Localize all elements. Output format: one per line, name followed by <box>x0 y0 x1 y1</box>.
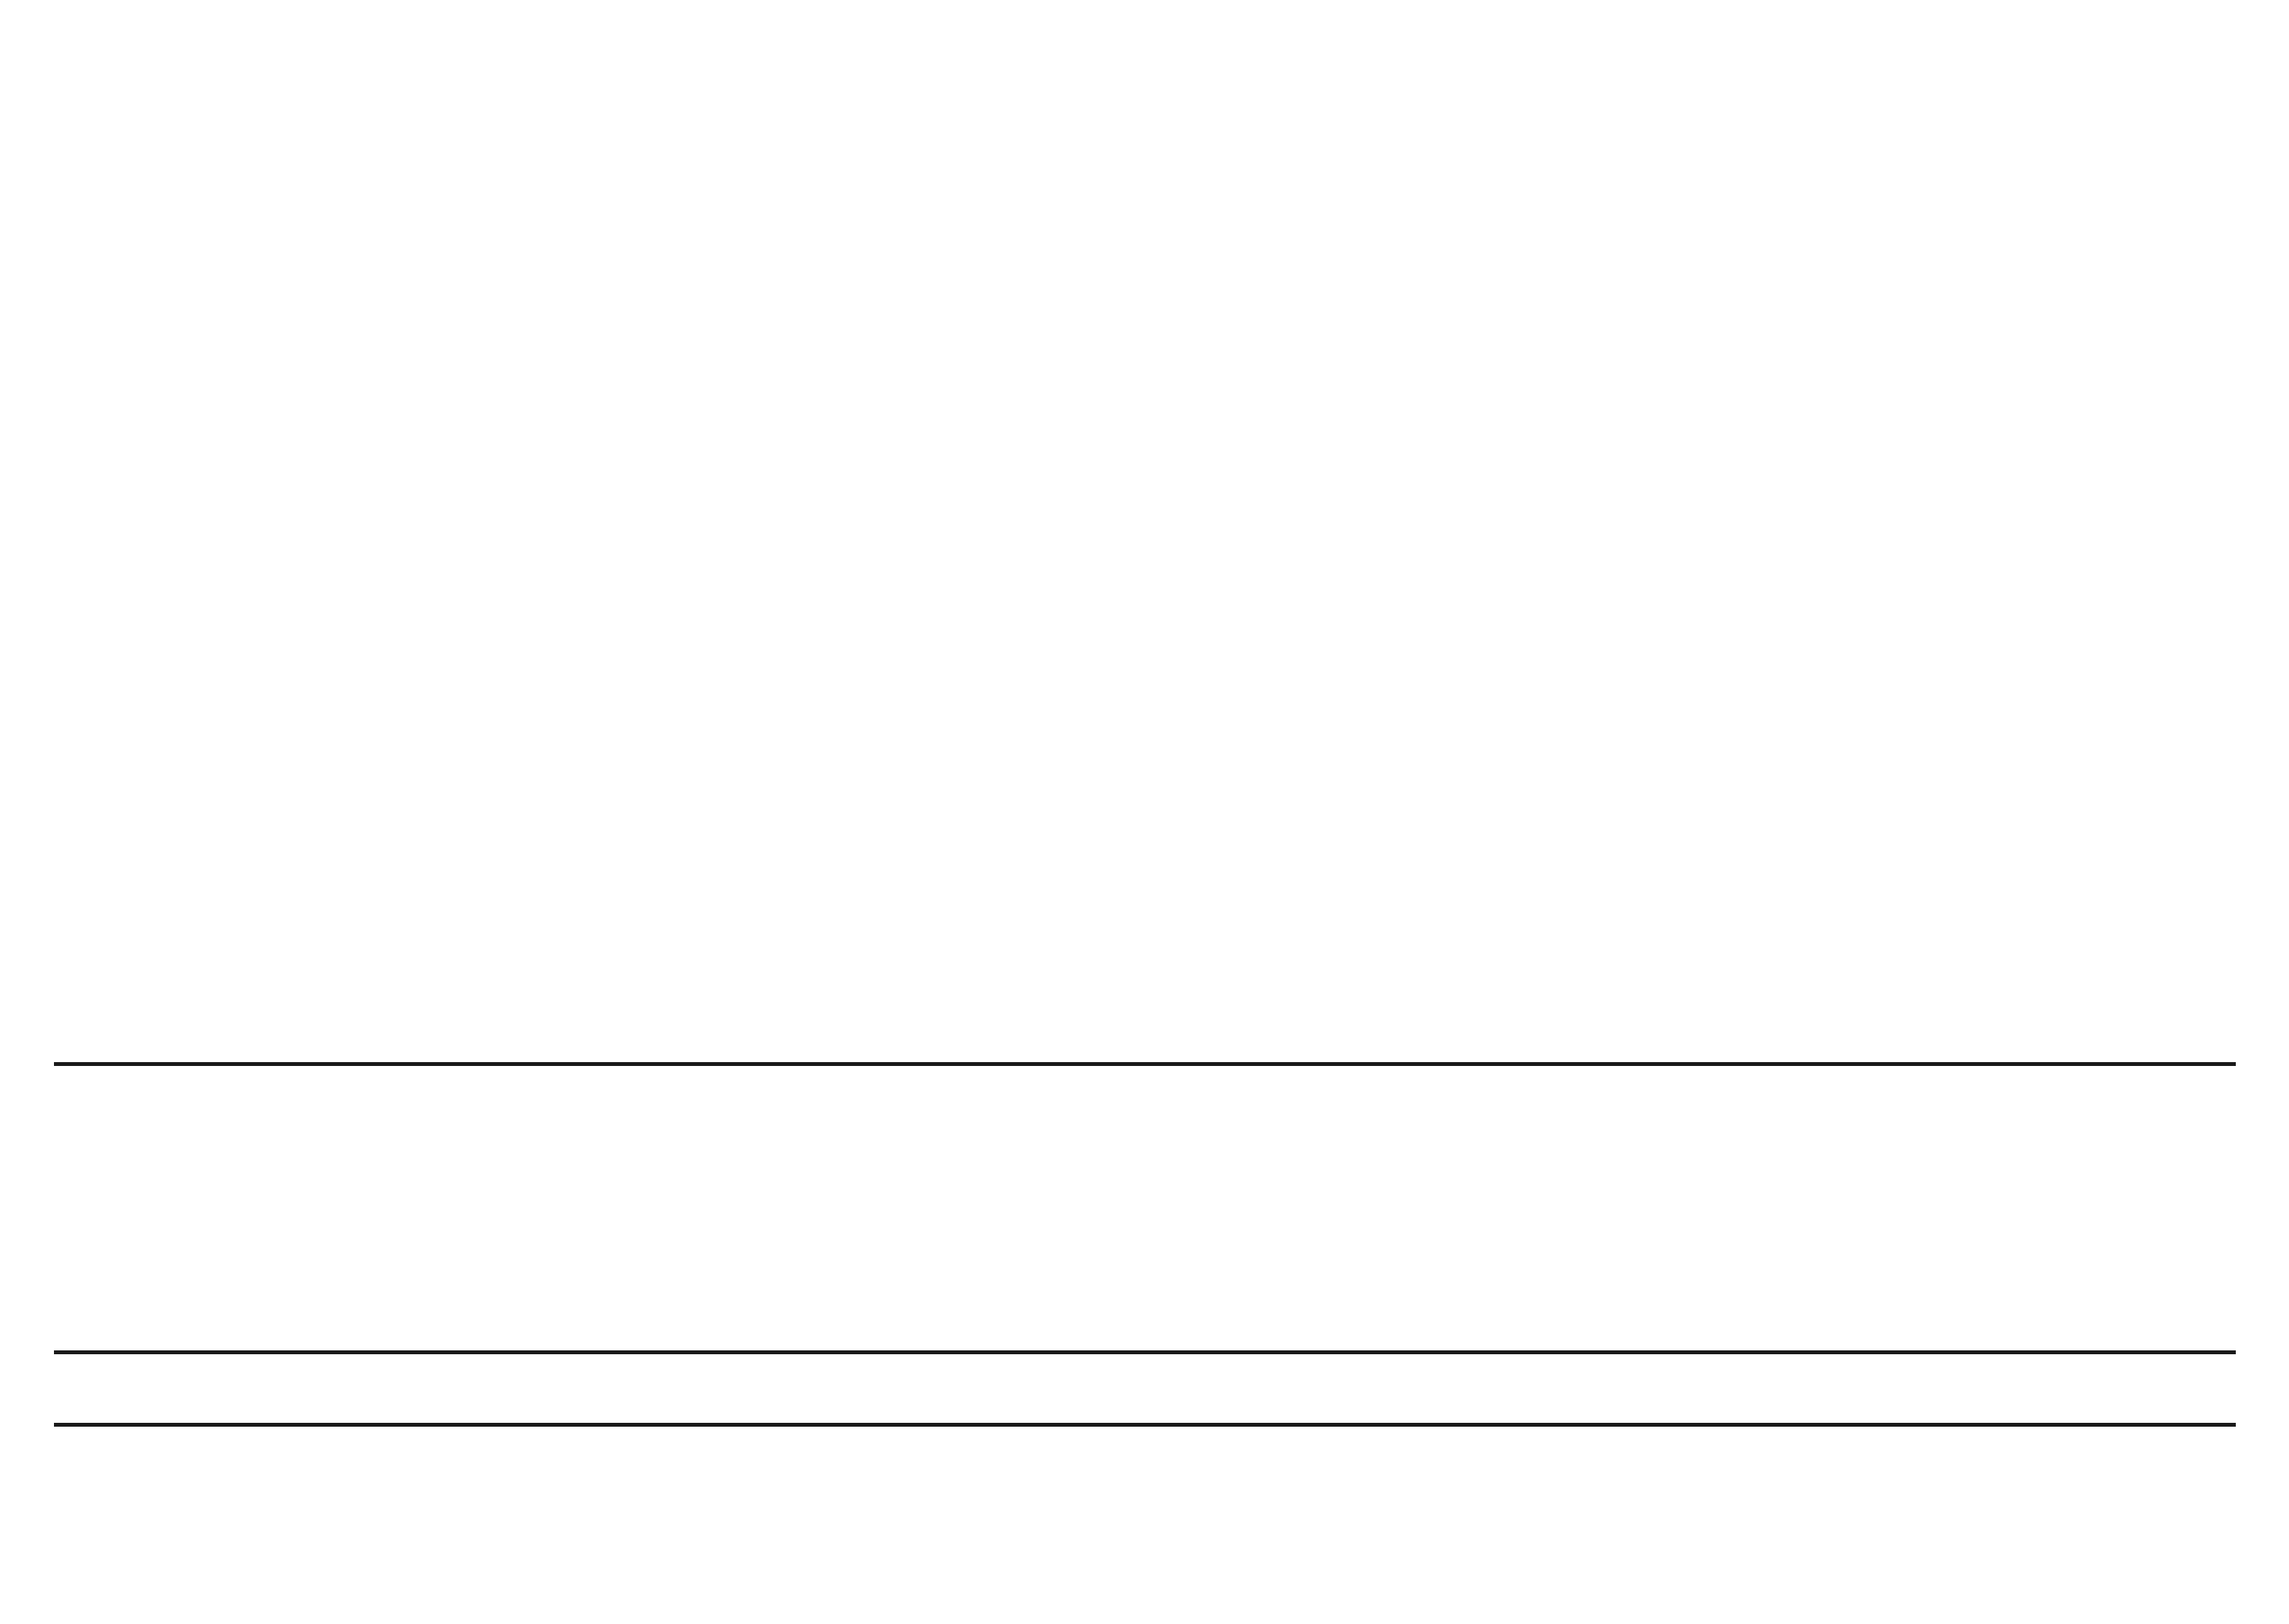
column-numbers-rule <box>54 1423 2236 1427</box>
table-header-rule <box>54 1350 2236 1354</box>
table-top-rule <box>54 1062 2236 1066</box>
